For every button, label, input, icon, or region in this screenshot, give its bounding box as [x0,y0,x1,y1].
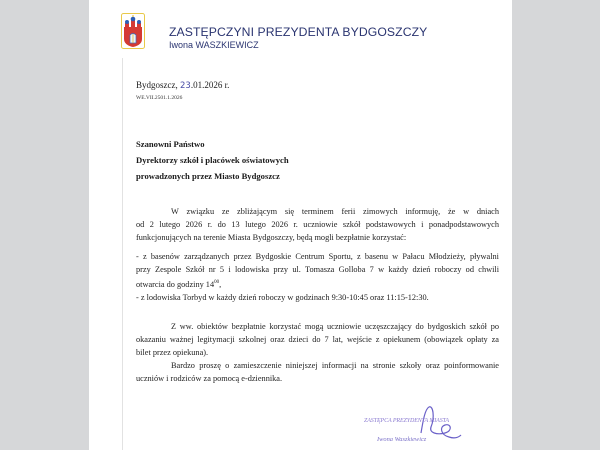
conditions-paragraph [136,320,499,359]
text-line: - z basenów zarządzanych przez Bydgoskie Centrum Sportu, z basenu w Pałacu Młodzieży, pływalni [136,252,499,261]
comma: , [219,279,222,289]
text-line: uczniów i rodziców za pomocą e-dziennika. [136,374,283,383]
hours-text: otwarcia do godziny 14 [136,279,215,289]
list-item-pools [136,250,499,304]
list-item-torbyd: - z lodowiska Torbyd w każdy dzień roboczy w godzinach 9:30-10:45 oraz 11:15-12:30. [136,292,429,302]
salutation: Szanowni Państwo [136,139,205,149]
text-line: W związku ze zbliżającym się terminem ferii zimowych informuję, że w dniach [171,207,499,216]
reference-number: WE.VII.2501.1.2026 [136,95,183,101]
text-line: bilet przez opiekuna). [136,348,209,357]
letterhead-name: Iwona WASZKIEWICZ [169,40,259,50]
text-line: od 2 lutego 2026 r. do 13 lutego 2026 r. uczniowie szkół podstawowych i ponadpodstawowych [136,220,499,229]
addressee-line: prowadzonych przez Miasto Bydgoszcz [136,171,280,181]
hours-superscript: 00 [214,280,220,285]
date-place: Bydgoszcz, [136,80,180,90]
letterhead-title: ZASTĘPCZYNI PREZYDENTA BYDGOSZCZY [169,25,428,39]
letter-date [136,80,229,91]
text-line: przy Zespole Szkół nr 5 i lodowiska przy ul. Tomasza Golloba 7 w każdy dzień roboczy od chwili [136,265,499,274]
text-line: Z ww. obiektów bezpłatnie korzystać mogą uczniowie uczęszczający do bydgoskich szkół po [171,322,499,331]
bydgoszcz-coat-of-arms-icon [121,13,145,49]
date-rest: .01.2026 r. [190,80,230,90]
addressee-line: Dyrektorzy szkół i placówek oświatowych [136,155,289,165]
margin-line [122,58,123,450]
intro-paragraph [136,205,499,244]
text-line [136,276,499,291]
request-paragraph [136,359,499,385]
date-day-handwritten: 23 [180,81,191,91]
text-line: Bardzo proszę o zamieszczenie niniejszej informacji na stronie szkoły oraz poinformowanie [171,361,499,370]
signature-stamp: ZASTĘPCA PREZYDENTA MIASTA [364,418,449,424]
text-line: okazaniu ważnej legitymacji szkolnej oraz dzieci do 7 lat, wejście z opiekunem (obowiązek opłaty za [136,335,499,344]
signature-name: Iwona Waszkiewicz [377,436,427,443]
document-page [89,0,512,450]
text-line: funkcjonujących na terenie Miasta Bydgoszczy, będą mogli bezpłatnie korzystać: [136,233,407,242]
